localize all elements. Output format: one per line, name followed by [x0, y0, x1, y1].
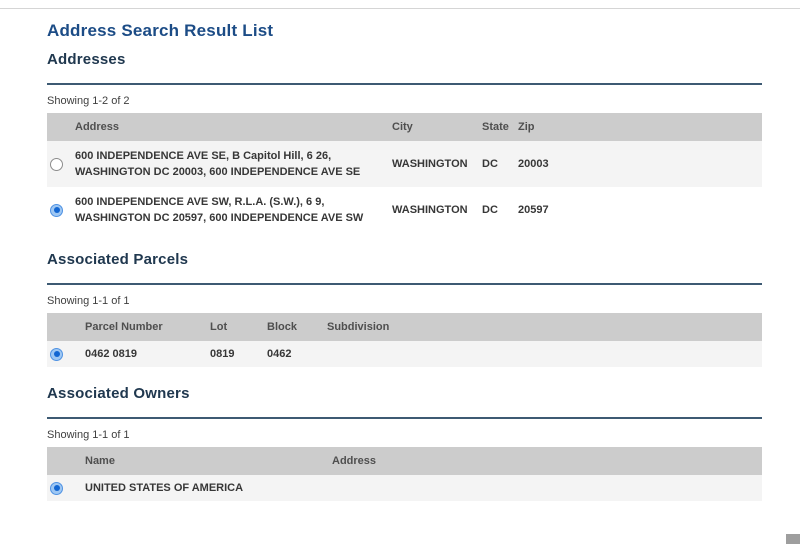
owners-divider: [47, 417, 762, 419]
address-line-2: WASHINGTON DC 20597, 600 INDEPENDENCE AVE SW: [75, 212, 364, 224]
col-header-parcel-number: Parcel Number: [85, 321, 163, 333]
owner-name-cell: UNITED STATES OF AMERICA: [85, 482, 244, 494]
section-parcels: [47, 251, 762, 367]
owner-row-1: [47, 475, 762, 501]
addresses-showing-count: Showing 1-2 of 2: [47, 95, 130, 107]
col-header-block: Block: [267, 321, 297, 333]
zip-cell: 20003: [518, 158, 549, 170]
addresses-heading: Addresses: [47, 51, 126, 68]
owners-heading: Associated Owners: [47, 385, 190, 402]
parcel-row-1-radio[interactable]: [50, 348, 63, 361]
owners-showing-count: Showing 1-1 of 1: [47, 429, 130, 441]
address-row-2: [47, 187, 762, 233]
owner-row-1-radio[interactable]: [50, 482, 63, 495]
col-header-state: State: [482, 121, 509, 133]
addresses-divider: [47, 83, 762, 85]
address-line-2: WASHINGTON DC 20003, 600 INDEPENDENCE AVE SE: [75, 166, 361, 178]
city-cell: WASHINGTON: [392, 158, 468, 170]
state-cell: DC: [482, 204, 498, 216]
parcels-heading: Associated Parcels: [47, 251, 189, 268]
parcel-row-1: [47, 341, 762, 367]
owners-header-row: [47, 447, 762, 475]
col-header-zip: Zip: [518, 121, 535, 133]
parcels-divider: [47, 283, 762, 285]
parcels-table: [47, 313, 762, 367]
parcels-showing-count: Showing 1-1 of 1: [47, 295, 130, 307]
owners-table: [47, 447, 762, 501]
city-cell: WASHINGTON: [392, 204, 468, 216]
col-header-lot: Lot: [210, 321, 228, 333]
col-header-name: Name: [85, 455, 115, 467]
page-top-border: [0, 8, 800, 9]
address-line-1: 600 INDEPENDENCE AVE SE, B Capitol Hill, 6 26,: [75, 149, 332, 162]
address-cell: [75, 194, 392, 227]
parcels-header-row: [47, 313, 762, 341]
main-content: [47, 21, 762, 501]
section-addresses: [47, 51, 762, 233]
col-header-address: Address: [332, 455, 377, 467]
address-row-1: [47, 141, 762, 187]
addresses-header-row: [47, 113, 762, 141]
state-cell: DC: [482, 158, 498, 170]
lot-cell: 0819: [210, 348, 235, 360]
address-row-2-radio[interactable]: [50, 204, 63, 217]
zip-cell: 20597: [518, 204, 549, 216]
address-line-1: 600 INDEPENDENCE AVE SW, R.L.A. (S.W.), 6 9,: [75, 195, 325, 208]
addresses-table: [47, 113, 762, 233]
col-header-address: Address: [75, 121, 120, 133]
parcel-number-cell: 0462 0819: [85, 348, 137, 360]
page-title: Address Search Result List: [47, 21, 274, 40]
address-row-1-radio[interactable]: [50, 158, 63, 171]
col-header-subdivision: Subdivision: [327, 321, 390, 333]
scrollbar-thumb[interactable]: [786, 534, 800, 544]
section-owners: [47, 385, 762, 501]
address-cell: [75, 148, 392, 181]
col-header-city: City: [392, 121, 413, 133]
block-cell: 0462: [267, 348, 292, 360]
